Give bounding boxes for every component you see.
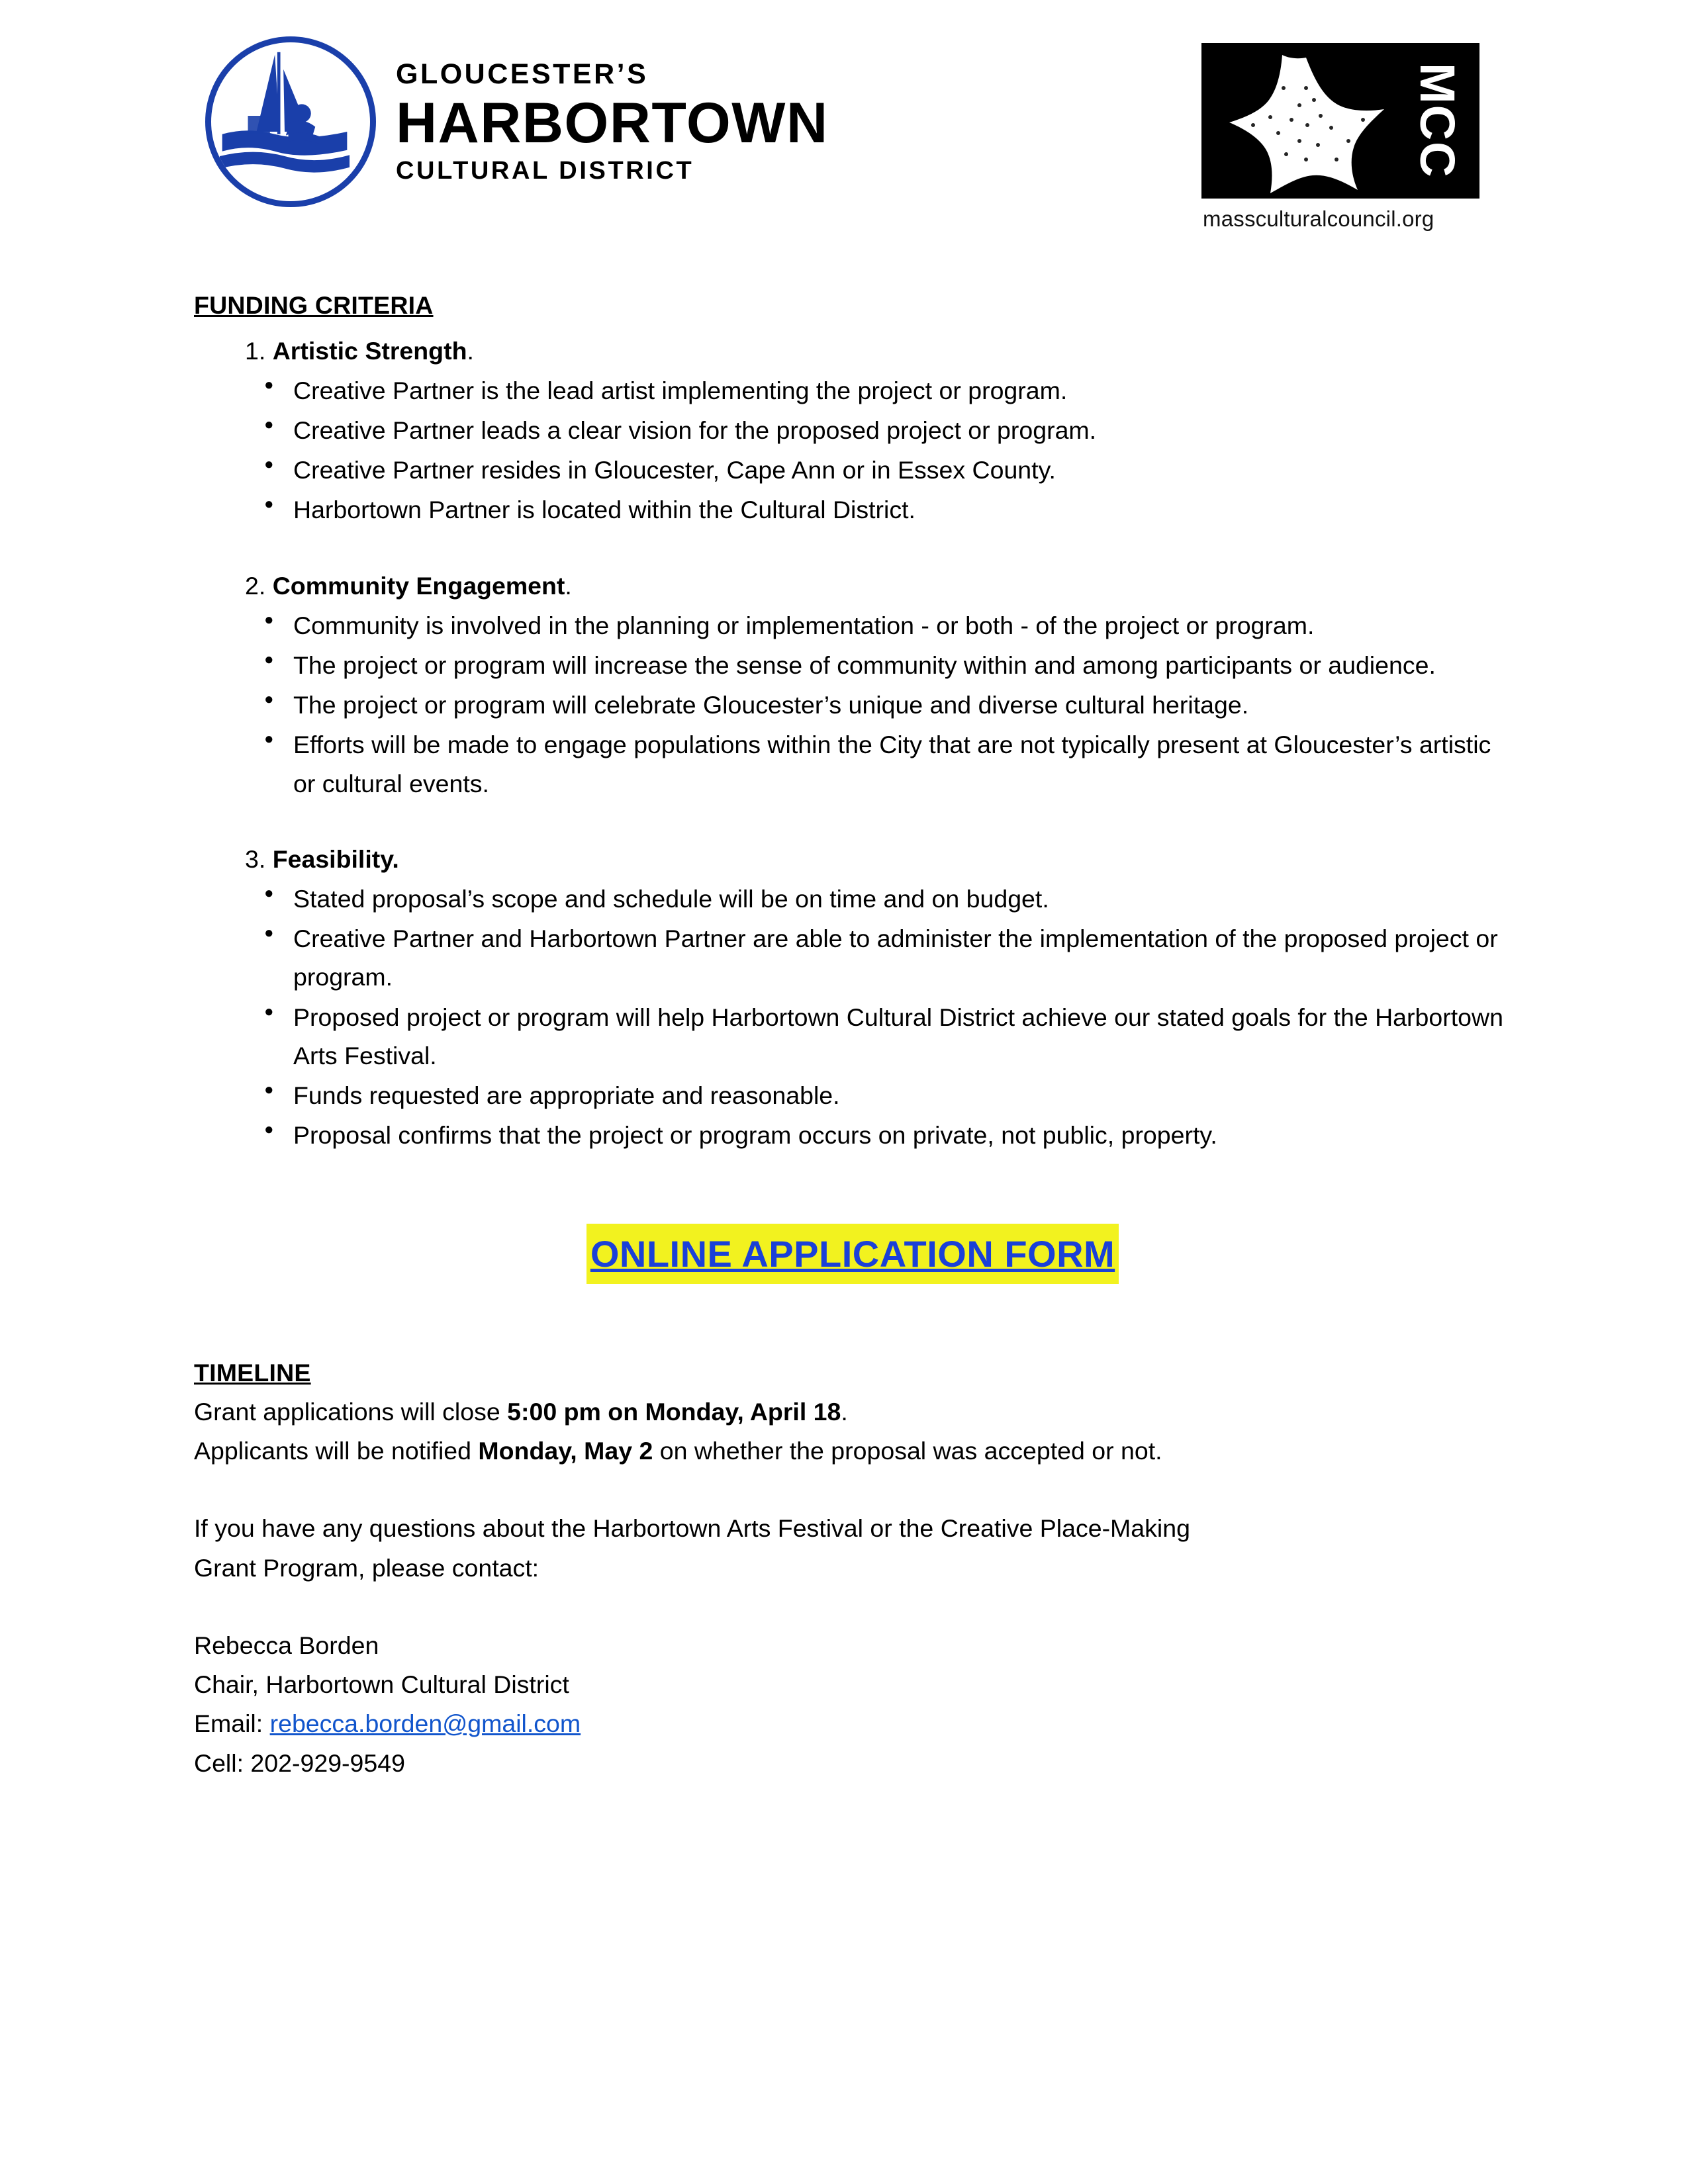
contact-intro xyxy=(194,1509,1511,1588)
criterion-3-number: 3. xyxy=(245,844,266,873)
criterion-1-number: 1. xyxy=(245,336,266,365)
harbortown-logo xyxy=(205,36,829,207)
list-item: ● Proposal confirms that the project or program occurs on private, not public, property. xyxy=(194,1116,1511,1154)
timeline-close-date: 5:00 pm on Monday, April 18 xyxy=(507,1397,841,1426)
criterion-3-title: Feasibility. xyxy=(272,844,399,873)
contact-name: Rebecca Borden xyxy=(194,1631,379,1659)
list-item: ● The project or program will celebrate Gloucester’s unique and diverse cultural heritage. xyxy=(194,686,1511,724)
criterion-1-suffix: . xyxy=(467,336,474,365)
mcc-url: massculturalcouncil.org xyxy=(1203,206,1434,231)
timeline-close-suffix: . xyxy=(841,1397,848,1426)
online-application-form-link[interactable]: ONLINE APPLICATION FORM xyxy=(586,1224,1119,1284)
starfish-icon xyxy=(1207,48,1399,193)
harbortown-line-3: CULTURAL DISTRICT xyxy=(396,156,694,185)
list-item: ● Stated proposal’s scope and schedule will be on time and on budget. xyxy=(194,880,1511,918)
criterion-artistic-strength xyxy=(194,332,1511,529)
list-item: ● Harbortown Partner is located within the Cultural District. xyxy=(194,490,1511,529)
criterion-1-heading xyxy=(245,332,1511,371)
criterion-2-heading xyxy=(245,567,1511,606)
spacer xyxy=(194,529,1511,560)
timeline-notify-date: Monday, May 2 xyxy=(478,1437,653,1465)
list-item: ● Creative Partner and Harbortown Partner are able to administer the implementation of the proposed project or program. xyxy=(194,919,1511,996)
criterion-2-suffix: . xyxy=(565,571,572,600)
contact-intro-line-1: If you have any questions about the Harbortown Arts Festival or the Creative Place-Making xyxy=(194,1514,1190,1543)
criterion-2-bullets xyxy=(194,606,1511,803)
list-item: ● Funds requested are appropriate and reasonable. xyxy=(194,1076,1511,1115)
mass-cultural-council-logo xyxy=(1201,43,1479,232)
timeline-close-line xyxy=(194,1392,1511,1432)
criterion-2-title: Community Engagement xyxy=(272,571,565,600)
criterion-3-heading xyxy=(245,840,1511,879)
criterion-feasibility xyxy=(194,840,1511,1154)
harbortown-wordmark xyxy=(396,60,829,183)
harbortown-line-2: HARBORTOWN xyxy=(396,91,829,156)
list-item: ● Efforts will be made to engage populations within the City that are not typically present at Gloucester’s artistic or cultural events. xyxy=(194,725,1511,802)
contact-email-link[interactable]: rebecca.borden@gmail.com xyxy=(269,1709,581,1738)
timeline-notify-line xyxy=(194,1432,1511,1471)
funding-criteria-heading: FUNDING CRITERIA xyxy=(194,291,434,319)
document-body xyxy=(194,286,1511,1783)
spacer xyxy=(194,803,1511,833)
contact-role: Chair, Harbortown Cultural District xyxy=(194,1670,569,1699)
criterion-community-engagement xyxy=(194,567,1511,803)
harbortown-line-1: GLOUCESTER’S xyxy=(396,58,649,91)
mcc-logo-box xyxy=(1201,43,1479,199)
contact-details xyxy=(194,1626,1511,1783)
contact-email-label: Email: xyxy=(194,1709,270,1738)
contact-email-line xyxy=(194,1704,1511,1743)
online-application-cta xyxy=(194,1224,1511,1284)
list-item: ● Proposed project or program will help Harbortown Cultural District achieve our stated goals for the Harbortown Arts Festival. xyxy=(194,998,1511,1075)
criterion-1-bullets xyxy=(194,371,1511,529)
mcc-letters: MCC xyxy=(1410,63,1465,179)
timeline-notify-suffix: on whether the proposal was accepted or not. xyxy=(653,1437,1162,1465)
list-item: ● Creative Partner resides in Gloucester, Cape Ann or in Essex County. xyxy=(194,451,1511,489)
timeline-section xyxy=(194,1353,1511,1471)
timeline-notify-prefix: Applicants will be notified xyxy=(194,1437,479,1465)
timeline-close-prefix: Grant applications will close xyxy=(194,1397,508,1426)
contact-phone: Cell: 202-929-9549 xyxy=(194,1749,405,1777)
timeline-heading: TIMELINE xyxy=(194,1359,311,1387)
contact-intro-line-2: Grant Program, please contact: xyxy=(194,1553,539,1582)
sailboat-seal-icon xyxy=(205,36,376,207)
document-header xyxy=(0,20,1688,232)
criterion-3-bullets xyxy=(194,880,1511,1154)
criterion-2-number: 2. xyxy=(245,571,266,600)
list-item: ● The project or program will increase the sense of community within and among participants or audience. xyxy=(194,646,1511,684)
criterion-1-title: Artistic Strength xyxy=(272,336,467,365)
list-item: ● Creative Partner is the lead artist implementing the project or program. xyxy=(194,371,1511,410)
list-item: ● Community is involved in the planning or implementation - or both - of the project or program. xyxy=(194,606,1511,645)
list-item: ● Creative Partner leads a clear vision for the proposed project or program. xyxy=(194,411,1511,449)
